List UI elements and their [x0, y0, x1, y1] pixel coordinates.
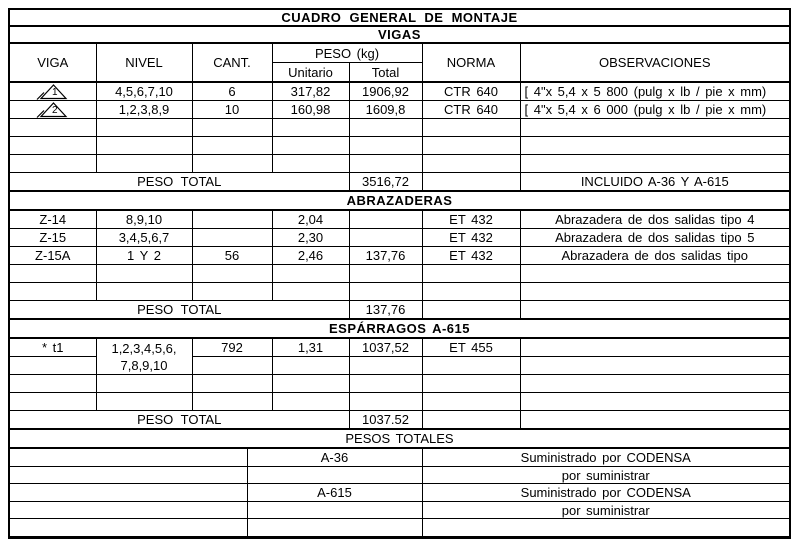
- cell-norma: CTR 640: [422, 101, 520, 119]
- peso-total-a615-row: [10, 484, 789, 502]
- cell-empty: [422, 173, 520, 192]
- cell-empty: [422, 283, 520, 301]
- cell-empty: [520, 283, 789, 301]
- cell-empty: [422, 137, 520, 155]
- cell-empty: [96, 155, 192, 173]
- cell-empty: [192, 357, 272, 375]
- cell-material: [247, 467, 422, 484]
- cell-nivel: 4,5,6,7,10: [96, 82, 192, 101]
- col-header-observaciones: OBSERVACIONES: [520, 43, 789, 82]
- cell-observaciones: Abrazadera de dos salidas tipo 5: [520, 229, 789, 247]
- peso-total-value: 3516,72: [349, 173, 422, 192]
- viga-mark-number: 2: [51, 105, 58, 116]
- cell-empty: [349, 155, 422, 173]
- cell-empty: [96, 137, 192, 155]
- cell-nivel: 1 Y 2: [96, 247, 192, 265]
- cell-empty: [272, 155, 349, 173]
- col-header-cant: CANT.: [192, 43, 272, 82]
- esparrago-row-1: [10, 338, 789, 357]
- cell-cant: 56: [192, 247, 272, 265]
- cell-empty: [349, 119, 422, 137]
- cell-suministro: Suministrado por CODENSA: [422, 484, 789, 502]
- abrazadera-row-3: [10, 247, 789, 265]
- viga-row-empty: [10, 155, 789, 173]
- cell-empty: [192, 265, 272, 283]
- revision-triangle-2-icon: [36, 101, 70, 118]
- cell-empty: [10, 467, 247, 484]
- cell-empty: [422, 519, 789, 537]
- cell-observaciones: [ 4"x 5,4 x 5 800 (pulg x lb / pie x mm): [520, 82, 789, 101]
- cell-empty: [520, 155, 789, 173]
- cell-empty: [349, 393, 422, 411]
- vigas-peso-total-row: [10, 173, 789, 192]
- cell-empty: [422, 155, 520, 173]
- cell-empty: [10, 357, 96, 375]
- cell-empty: [422, 301, 520, 320]
- nivel-line-1: 1,2,3,4,5,6,: [111, 340, 177, 356]
- cell-nivel: [96, 338, 192, 375]
- cell-peso-total: [349, 229, 422, 247]
- cell-empty: [422, 119, 520, 137]
- col-header-norma: NORMA: [422, 43, 520, 82]
- cell-empty: [349, 283, 422, 301]
- main-table: [10, 10, 789, 447]
- cell-empty: [520, 137, 789, 155]
- cell-empty: [349, 265, 422, 283]
- cell-empty: [10, 283, 96, 301]
- cell-empty: [192, 119, 272, 137]
- cell-peso-total: [349, 210, 422, 229]
- pesos-totales-row-empty: [10, 519, 789, 537]
- cell-norma: ET 455: [422, 338, 520, 357]
- abrazadera-row-1: [10, 210, 789, 229]
- cell-empty: [349, 137, 422, 155]
- cell-empty: [96, 375, 192, 393]
- cell-cant: 792: [192, 338, 272, 357]
- cell-norma: CTR 640: [422, 82, 520, 101]
- abrazadera-row-2: [10, 229, 789, 247]
- cell-viga: Z-15: [10, 229, 96, 247]
- cell-empty: [10, 375, 96, 393]
- cell-empty: [10, 484, 247, 502]
- cell-peso-unitario: 2,30: [272, 229, 349, 247]
- cell-peso-unitario: 160,98: [272, 101, 349, 119]
- abrazadera-row-empty: [10, 283, 789, 301]
- col-header-nivel: NIVEL: [96, 43, 192, 82]
- peso-total-value: 1037.52: [349, 411, 422, 430]
- cell-cant: [192, 229, 272, 247]
- cell-viga: Z-14: [10, 210, 96, 229]
- cell-empty: [10, 502, 247, 519]
- cell-material: A-615: [247, 484, 422, 502]
- cell-suministro: Suministrado por CODENSA: [422, 448, 789, 467]
- cell-empty: [10, 137, 96, 155]
- cell-empty: [422, 393, 520, 411]
- cell-viga-mark: [10, 101, 96, 119]
- cell-empty: [520, 375, 789, 393]
- viga-row-empty: [10, 119, 789, 137]
- col-header-peso-total: Total: [349, 63, 422, 83]
- cell-nivel: 3,4,5,6,7: [96, 229, 192, 247]
- page-title: CUADRO GENERAL DE MONTAJE: [10, 10, 789, 26]
- peso-total-observaciones: INCLUIDO A-36 Y A-615: [520, 173, 789, 192]
- cell-empty: [192, 283, 272, 301]
- cell-peso-total: 1906,92: [349, 82, 422, 101]
- cell-empty: [10, 155, 96, 173]
- cell-peso-unitario: 2,04: [272, 210, 349, 229]
- viga-mark-number: 1: [51, 87, 58, 98]
- cell-material: [247, 502, 422, 519]
- cell-empty: [520, 301, 789, 320]
- cell-empty: [10, 448, 247, 467]
- cell-empty: [10, 265, 96, 283]
- cell-nivel: 8,9,10: [96, 210, 192, 229]
- cell-observaciones: Abrazadera de dos salidas tipo: [520, 247, 789, 265]
- cell-peso-unitario: 2,46: [272, 247, 349, 265]
- viga-row-empty: [10, 137, 789, 155]
- cell-empty: [422, 375, 520, 393]
- esparragos-peso-total-row: [10, 411, 789, 430]
- esparrago-row-empty: [10, 393, 789, 411]
- peso-total-label: PESO TOTAL: [10, 411, 349, 430]
- cell-material: A-36: [247, 448, 422, 467]
- peso-total-label: PESO TOTAL: [10, 173, 349, 192]
- cell-empty: [192, 137, 272, 155]
- cell-cant: [192, 210, 272, 229]
- section-heading-pesos-totales: PESOS TOTALES: [10, 429, 789, 447]
- section-heading-esparragos: ESPÁRRAGOS A-615: [10, 319, 789, 338]
- abrazadera-row-empty: [10, 265, 789, 283]
- esparrago-row-empty: [10, 375, 789, 393]
- cell-empty: [10, 393, 96, 411]
- cell-observaciones: [ 4"x 5,4 x 6 000 (pulg x lb / pie x mm): [520, 101, 789, 119]
- nivel-line-2: 7,8,9,10: [120, 357, 168, 373]
- cell-empty: [422, 265, 520, 283]
- cell-norma: ET 432: [422, 247, 520, 265]
- cell-empty: [96, 265, 192, 283]
- pesos-totales-table: [10, 447, 789, 537]
- cell-viga: * t1: [10, 338, 96, 357]
- cell-empty: [192, 375, 272, 393]
- cell-empty: [10, 519, 247, 537]
- cuadro-general-table: [8, 8, 791, 539]
- cell-empty: [272, 283, 349, 301]
- peso-total-a36-row-2: [10, 467, 789, 484]
- cell-empty: [272, 375, 349, 393]
- cell-empty: [247, 519, 422, 537]
- cell-empty: [272, 119, 349, 137]
- cell-empty: [422, 357, 520, 375]
- cell-observaciones: [520, 338, 789, 357]
- cell-empty: [520, 119, 789, 137]
- peso-total-a36-row: [10, 448, 789, 467]
- cell-empty: [349, 375, 422, 393]
- cell-viga: Z-15A: [10, 247, 96, 265]
- cell-observaciones: Abrazadera de dos salidas tipo 4: [520, 210, 789, 229]
- cell-empty: [192, 155, 272, 173]
- cell-empty: [96, 393, 192, 411]
- cell-empty: [520, 411, 789, 430]
- cell-empty: [96, 119, 192, 137]
- cell-empty: [520, 357, 789, 375]
- peso-total-a615-row-2: [10, 502, 789, 519]
- cell-empty: [422, 411, 520, 430]
- cell-empty: [272, 357, 349, 375]
- cell-empty: [192, 393, 272, 411]
- cell-suministro: por suministrar: [422, 467, 789, 484]
- cell-empty: [96, 283, 192, 301]
- cell-empty: [349, 357, 422, 375]
- section-heading-abrazaderas: ABRAZADERAS: [10, 191, 789, 210]
- cell-suministro: por suministrar: [422, 502, 789, 519]
- cell-empty: [272, 393, 349, 411]
- viga-row-1: [10, 82, 789, 101]
- cell-cant: 10: [192, 101, 272, 119]
- cell-viga-mark: [10, 82, 96, 101]
- cell-peso-unitario: 1,31: [272, 338, 349, 357]
- cell-peso-unitario: 317,82: [272, 82, 349, 101]
- cell-cant: 6: [192, 82, 272, 101]
- revision-triangle-1-icon: [36, 83, 70, 100]
- abrazaderas-peso-total-row: [10, 301, 789, 320]
- col-header-peso-unitario: Unitario: [272, 63, 349, 83]
- cell-empty: [272, 137, 349, 155]
- cell-empty: [520, 265, 789, 283]
- cell-peso-total: 1609,8: [349, 101, 422, 119]
- cell-peso-total: 137,76: [349, 247, 422, 265]
- cell-empty: [520, 393, 789, 411]
- cell-empty: [10, 119, 96, 137]
- col-header-peso-kg: PESO (kg): [272, 43, 422, 63]
- section-heading-vigas: VIGAS: [10, 26, 789, 43]
- cell-nivel: 1,2,3,8,9: [96, 101, 192, 119]
- cell-norma: ET 432: [422, 210, 520, 229]
- col-header-viga: VIGA: [10, 43, 96, 82]
- peso-total-label: PESO TOTAL: [10, 301, 349, 320]
- viga-row-2: [10, 101, 789, 119]
- cell-norma: ET 432: [422, 229, 520, 247]
- cell-peso-total: 1037,52: [349, 338, 422, 357]
- peso-total-value: 137,76: [349, 301, 422, 320]
- cell-empty: [272, 265, 349, 283]
